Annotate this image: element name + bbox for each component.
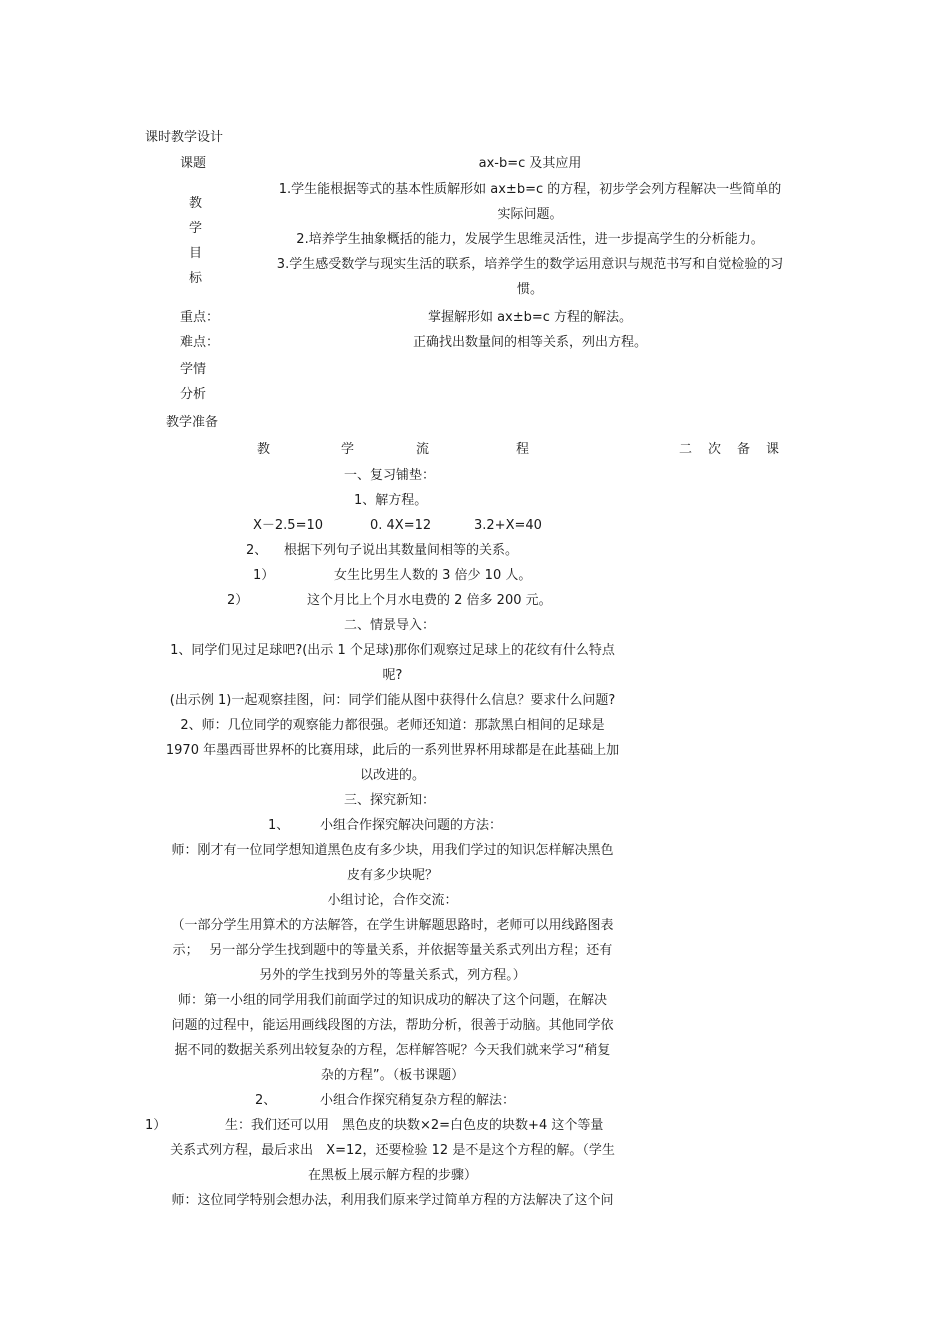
goal-line: 3.学生感受数学与现实生活的联系，培养学生的数学运用意识与规范书写和自觉检验的习	[276, 257, 784, 272]
process-header-char: 流	[416, 442, 430, 457]
paragraph-line: 据不同的数据关系列出较复杂的方程，怎样解答呢？今天我们就来学习“稍复	[174, 1043, 611, 1058]
item-text: 根据下列句子说出其数量间相等的关系。	[284, 543, 519, 558]
doc-title: 课时教学设计	[145, 130, 224, 145]
paragraph-line: 小组讨论，合作交流：	[327, 893, 458, 908]
item-text: 女生比男生人数的 3 倍少 10 人。	[334, 568, 532, 583]
paragraph-line: 另外的学生找到另外的等量关系式，列方程。）	[259, 968, 526, 983]
paragraph-line: 生：我们还可以用 黑色皮的块数×2=白色皮的块数+4 这个等量	[225, 1118, 604, 1133]
goals-label-char: 学	[189, 221, 203, 236]
paragraph-line: 关系式列方程，最后求出 X=12，还要检验 12 是不是这个方程的解。（学生	[170, 1143, 615, 1158]
section-title: 二、情景导入：	[344, 618, 436, 633]
process-header-char: 学	[341, 442, 355, 457]
paragraph-line: 1、同学们见过足球吧?(出示 1 个足球)那你们观察过足球上的花纹有什么特点	[170, 643, 615, 658]
item-number: 1、	[268, 818, 290, 833]
key-value: 掌握解形如 ax±b=c 方程的解法。	[427, 310, 633, 325]
key-label: 重点：	[180, 310, 220, 325]
paragraph-line: 在黑板上展示解方程的步骤）	[307, 1168, 477, 1183]
paragraph-line: (出示例 1)一起观察挂图，问：同学们能从图中获得什么信息？要求什么问题?	[169, 693, 616, 708]
item-number: 2、	[246, 543, 268, 558]
paragraph-line: 师：刚才有一位同学想知道黑色皮有多少块，用我们学过的知识怎样解决黑色	[171, 843, 614, 858]
topic-value: ax-b=c 及其应用	[478, 156, 582, 171]
paragraph-line: 呢?	[382, 668, 403, 683]
goals-label-char: 教	[189, 196, 203, 211]
paragraph-line: （一部分学生用算术的方法解答，在学生讲解题思路时，老师可以用线路图表	[171, 918, 614, 933]
goal-line: 2.培养学生抽象概括的能力，发展学生思维灵活性，进一步提高学生的分析能力。	[296, 232, 764, 247]
item-text: 小组合作探究稍复杂方程的解法：	[320, 1093, 516, 1108]
process-header-char: 教	[257, 442, 271, 457]
goal-line: 惯。	[516, 282, 543, 297]
goals-label-char: 标	[189, 271, 203, 286]
equation: X－2.5=10	[253, 518, 324, 533]
equation: 3.2+X=40	[474, 518, 542, 533]
item-text: 这个月比上个月水电费的 2 倍多 200 元。	[307, 593, 552, 608]
item-number: 2、	[255, 1093, 277, 1108]
process-header-char: 程	[516, 442, 530, 457]
goal-line: 实际问题。	[497, 207, 563, 222]
paragraph-line: 示； 另一部分学生找到题中的等量关系，并依据等量关系式列出方程；还有	[172, 943, 613, 958]
analysis-label: 学情	[180, 362, 207, 377]
goal-line: 1.学生能根据等式的基本性质解形如 ax±b=c 的方程，初步学会列方程解决一些简单的	[278, 182, 782, 197]
section-title: 三、探究新知：	[344, 793, 436, 808]
section-title: 一、复习铺垫：	[344, 468, 436, 483]
second-prep-header-char: 二	[679, 442, 693, 457]
item-number: 2）	[227, 593, 249, 608]
goals-label-char: 目	[189, 246, 203, 261]
paragraph-line: 问题的过程中，能运用画线段图的方法，帮助分析，很善于动脑。其他同学依	[171, 1018, 614, 1033]
paragraph-line: 1970 年墨西哥世界杯的比赛用球，此后的一系列世界杯用球都是在此基础上加	[165, 743, 620, 758]
difficulty-value: 正确找出数量间的相等关系，列出方程。	[412, 335, 647, 350]
prep-label: 教学准备	[166, 415, 219, 430]
equation: 0. 4X=12	[370, 518, 432, 533]
item-number: 1）	[253, 568, 275, 583]
analysis-label: 分析	[180, 387, 207, 402]
item-number: 1）	[145, 1118, 167, 1133]
second-prep-header-char: 课	[766, 442, 780, 457]
paragraph-line: 师：这位同学特别会想办法，利用我们原来学过简单方程的方法解决了这个问	[171, 1193, 614, 1208]
second-prep-header-char: 备	[737, 442, 751, 457]
second-prep-header-char: 次	[708, 442, 722, 457]
item-text: 小组合作探究解决问题的方法：	[320, 818, 503, 833]
difficulty-label: 难点：	[180, 335, 220, 350]
paragraph-line: 师：第一小组的同学用我们前面学过的知识成功的解决了这个问题，在解决	[177, 993, 607, 1008]
paragraph-line: 皮有多少块呢？	[346, 868, 438, 883]
subsection-title: 1、解方程。	[354, 493, 428, 508]
paragraph-line: 以改进的。	[359, 768, 425, 783]
paragraph-line: 2、师：几位同学的观察能力都很强。老师还知道：那款黑白相间的足球是	[180, 718, 605, 733]
topic-label: 课题	[180, 156, 207, 171]
paragraph-line: 杂的方程”。（板书课题）	[320, 1068, 465, 1083]
